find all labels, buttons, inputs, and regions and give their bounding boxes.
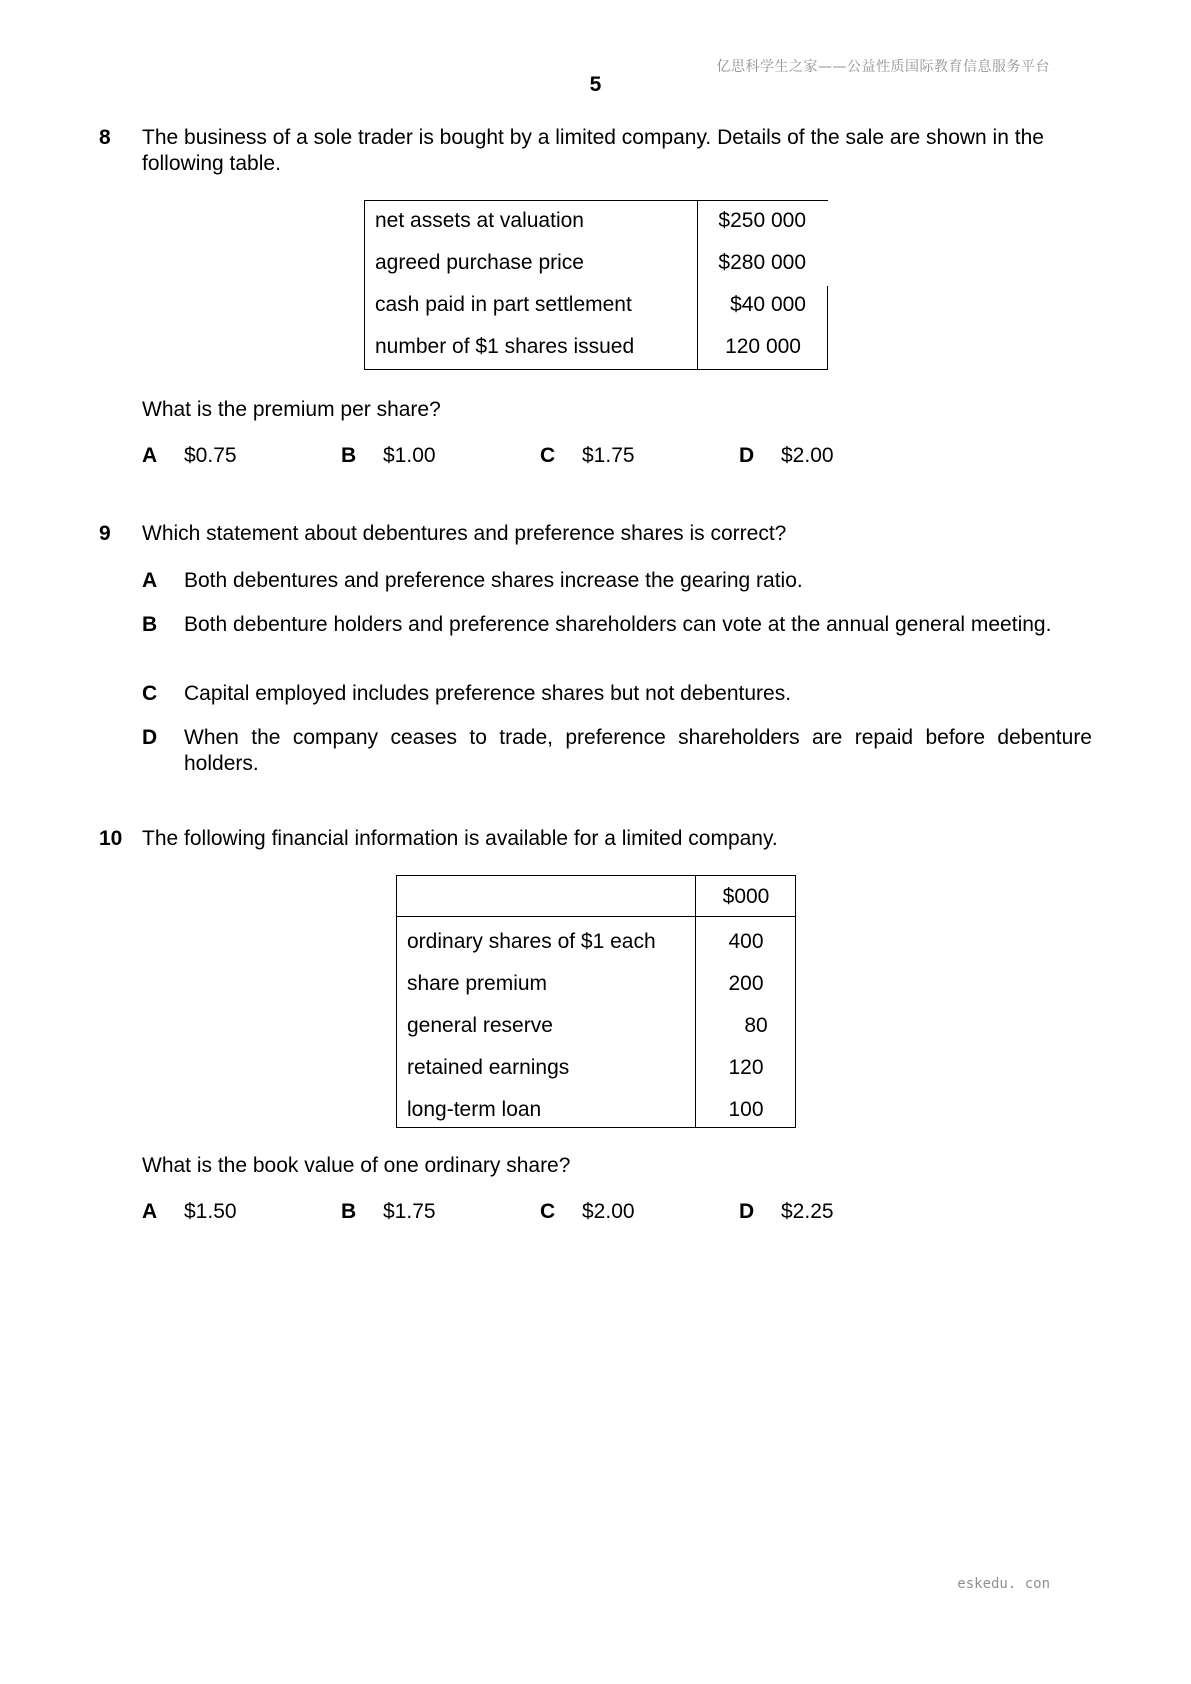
table-row bbox=[364, 242, 828, 284]
option-b[interactable] bbox=[341, 1199, 436, 1225]
option-a[interactable] bbox=[142, 443, 237, 469]
row-value: 80 bbox=[744, 1014, 768, 1037]
option-letter: D bbox=[739, 1200, 755, 1223]
question-8-number: 8 bbox=[99, 126, 111, 149]
option-c[interactable] bbox=[540, 1199, 635, 1225]
option-letter: A bbox=[142, 569, 158, 592]
row-value: 400 bbox=[728, 930, 764, 953]
q8-sale-details-table bbox=[364, 200, 828, 370]
option-letter: D bbox=[142, 726, 158, 749]
option-letter: A bbox=[142, 444, 158, 467]
question-8-options bbox=[142, 443, 902, 471]
option-letter: A bbox=[142, 1200, 158, 1223]
row-value: 120 bbox=[728, 1056, 764, 1079]
option-letter: B bbox=[341, 444, 357, 467]
question-8-prompt: What is the premium per share? bbox=[142, 398, 441, 421]
option-letter: C bbox=[540, 444, 556, 467]
option-text: $2.00 bbox=[582, 1200, 635, 1223]
table-bottom-border bbox=[364, 369, 828, 370]
option-text: Capital employed includes preference shares but not debentures. bbox=[184, 682, 792, 705]
option-text: $1.50 bbox=[184, 1200, 237, 1223]
question-10-prompt: What is the book value of one ordinary share? bbox=[142, 1154, 571, 1177]
table-row bbox=[396, 1089, 796, 1131]
option-d[interactable] bbox=[739, 443, 834, 469]
option-letter: C bbox=[540, 1200, 556, 1223]
table-row bbox=[364, 284, 828, 326]
option-d[interactable] bbox=[142, 725, 1092, 777]
table-row bbox=[364, 326, 828, 368]
table-row bbox=[396, 963, 796, 1005]
table-top-border bbox=[396, 875, 796, 876]
row-label: ordinary shares of $1 each bbox=[407, 930, 656, 953]
row-label: general reserve bbox=[407, 1014, 553, 1037]
option-text: Both debentures and preference shares increase the gearing ratio. bbox=[184, 569, 803, 592]
row-label: net assets at valuation bbox=[375, 209, 584, 232]
option-a[interactable] bbox=[142, 568, 1092, 594]
row-value: 200 bbox=[728, 972, 764, 995]
question-9-stem: Which statement about debentures and preference shares is correct? bbox=[142, 522, 787, 545]
option-text: $1.00 bbox=[383, 444, 436, 467]
option-a[interactable] bbox=[142, 1199, 237, 1225]
option-b[interactable] bbox=[341, 443, 436, 469]
option-c[interactable] bbox=[540, 443, 635, 469]
row-value: $250 000 bbox=[718, 209, 806, 232]
table-row bbox=[364, 200, 828, 242]
option-letter: B bbox=[341, 1200, 357, 1223]
question-8-stem: The business of a sole trader is bought by a limited company. Details of the sale are shown in the following table. bbox=[142, 126, 1044, 175]
option-text: $2.00 bbox=[781, 444, 834, 467]
option-text: $0.75 bbox=[184, 444, 237, 467]
option-c[interactable] bbox=[142, 681, 1092, 707]
option-b[interactable] bbox=[142, 612, 1092, 638]
row-label: cash paid in part settlement bbox=[375, 293, 632, 316]
row-label: share premium bbox=[407, 972, 548, 995]
option-text: $1.75 bbox=[383, 1200, 436, 1223]
table-row bbox=[396, 1005, 796, 1047]
option-text: $1.75 bbox=[582, 444, 635, 467]
option-text: $2.25 bbox=[781, 1200, 834, 1223]
page-number: 5 bbox=[589, 73, 602, 96]
q10-financial-info-table bbox=[396, 875, 796, 1128]
row-value: 100 bbox=[728, 1098, 764, 1121]
option-text: When the company ceases to trade, preference shareholders are repaid before debenture holders. bbox=[184, 726, 1092, 775]
footer-watermark: eskedu. con bbox=[957, 1576, 1050, 1592]
option-letter: C bbox=[142, 682, 158, 705]
table-header-divider bbox=[396, 916, 796, 917]
table-row bbox=[396, 921, 796, 963]
question-10-stem: The following financial information is available for a limited company. bbox=[142, 827, 778, 850]
row-label: long-term loan bbox=[407, 1098, 542, 1121]
row-value: $280 000 bbox=[718, 251, 806, 274]
row-label: retained earnings bbox=[407, 1056, 570, 1079]
table-row bbox=[396, 1047, 796, 1089]
column-header: $000 bbox=[722, 885, 770, 908]
option-letter: D bbox=[739, 444, 755, 467]
question-10-number: 10 bbox=[99, 827, 123, 850]
option-d[interactable] bbox=[739, 1199, 834, 1225]
header-watermark: 亿思科学生之家——公益性质国际教育信息服务平台 bbox=[716, 59, 1050, 75]
question-9-number: 9 bbox=[99, 522, 111, 545]
question-10-options bbox=[142, 1199, 902, 1227]
row-label: agreed purchase price bbox=[375, 251, 584, 274]
option-text: Both debenture holders and preference shareholders can vote at the annual general meeting. bbox=[184, 613, 1052, 636]
row-value: $40 000 bbox=[730, 293, 806, 316]
option-letter: B bbox=[142, 613, 158, 636]
row-label: number of $1 shares issued bbox=[375, 335, 635, 358]
row-value: 120 000 bbox=[725, 335, 801, 358]
